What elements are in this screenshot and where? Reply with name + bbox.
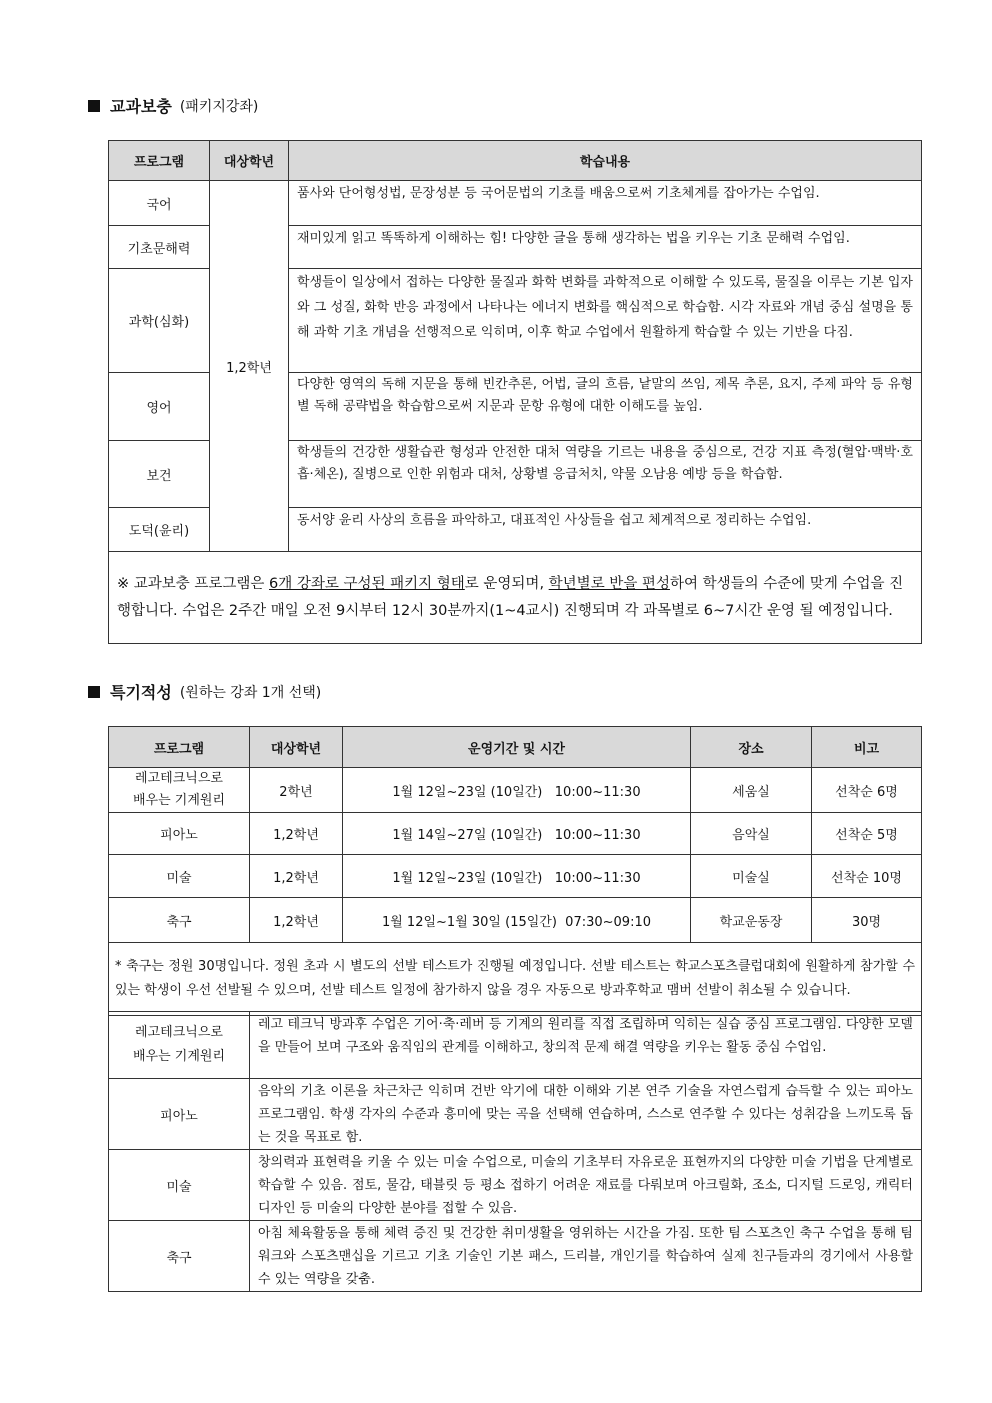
program-content: 학생들이 일상에서 접하는 다양한 물질과 화학 변화를 과학적으로 이해할 수 있도록, 물질을 이루는 기본 입자와 그 성질, 화학 반응 과정에서 나타나는 에너지 변화를 핵심적으로 학습함. 시각 자료와 개념 중심 설명을 통해 과학 기초 개념을 선행적으로 익히며, 이후 학교 수업에서 원활하게 학습할 수 있는 기반을 다짐. xyxy=(289,269,922,373)
program-name: 도덕(윤리) xyxy=(109,508,210,552)
program-name: 피아노 xyxy=(109,1079,250,1150)
place: 미술실 xyxy=(691,855,812,898)
program-description: 아침 체육활동을 통해 체력 증진 및 건강한 취미생활을 영위하는 시간을 가짐. 또한 팀 스포츠인 축구 수업을 통해 팀워크와 스포츠맨십을 기르고 기초 기술인 기본 패스, 드리블, 개인기를 학습하여 실제 친구들과의 경기에서 사용할 수 있는 역량을 갖춤. xyxy=(250,1221,922,1292)
program-description: 음악의 기초 이론을 차근차근 익히며 건반 악기에 대한 이해와 기본 연주 기술을 자연스럽게 습득할 수 있는 피아노 프로그램임. 학생 각자의 수준과 흥미에 맞는 곡을 선택해 연습하며, 스스로 연주할 수 있다는 성취감을 느끼도록 돕는 것을 목표로 함. xyxy=(250,1079,922,1150)
header-program: 프로그램 xyxy=(109,727,250,768)
program-name: 영어 xyxy=(109,373,210,441)
section2-subtitle: (원하는 강좌 1개 선택) xyxy=(179,684,322,701)
place: 음악실 xyxy=(691,813,812,855)
aptitude-table xyxy=(108,726,922,1016)
target-grade: 1,2학년 xyxy=(250,813,343,855)
aptitude-description-table xyxy=(108,1011,922,1292)
section2-title: 특기적성 xyxy=(110,683,172,702)
target-grade: 1,2학년 xyxy=(210,181,289,552)
square-bullet-icon xyxy=(88,100,100,112)
target-grade: 1,2학년 xyxy=(250,855,343,898)
program-content: 재미있게 읽고 똑똑하게 이해하는 힘! 다양한 글을 통해 생각하는 법을 키우는 기초 문해력 수업임. xyxy=(289,226,922,269)
section1-subtitle: (패키지강좌) xyxy=(179,98,259,115)
period: 1월 14일~27일 (10일간) 10:00~11:30 xyxy=(343,813,691,855)
program-name: 미술 xyxy=(109,855,250,898)
program-name: 과학(심화) xyxy=(109,269,210,373)
header-program: 프로그램 xyxy=(109,141,210,181)
header-grade: 대상학년 xyxy=(250,727,343,768)
program-name: 축구 xyxy=(109,898,250,943)
target-grade: 2학년 xyxy=(250,768,343,813)
header-content: 학습내용 xyxy=(289,141,922,181)
program-description: 레고 테크닉 방과후 수업은 기어·축·레버 등 기계의 원리를 직접 조립하며 익히는 실습 중심 프로그램임. 다양한 모델을 만들어 보며 구조와 움직임의 관계를 이해하고, 창의적 문제 해결 역량을 키우는 활동 중심 수업임. xyxy=(250,1012,922,1079)
header-period: 운영기간 및 시간 xyxy=(343,727,691,768)
remark: 선착순 6명 xyxy=(812,768,922,813)
period: 1월 12일~23일 (10일간) 10:00~11:30 xyxy=(343,768,691,813)
program-name: 축구 xyxy=(109,1221,250,1292)
program-name: 기초문해력 xyxy=(109,226,210,269)
remark: 선착순 10명 xyxy=(812,855,922,898)
remark: 30명 xyxy=(812,898,922,943)
program-name: 국어 xyxy=(109,181,210,226)
section1-note: ※ 교과보충 프로그램은 6개 강좌로 구성된 패키지 형태로 운영되며, 학년별로 반을 편성하여 학생들의 수준에 맞게 수업을 진행합니다. 수업은 2주간 매일 오전 9시부터 12시 30분까지(1~4교시) 진행되며 각 과목별로 6~7시간 운영 될 예정입니다. xyxy=(109,552,922,644)
program-content: 동서양 윤리 사상의 흐름을 파악하고, 대표적인 사상들을 쉽고 체계적으로 정리하는 수업임. xyxy=(289,508,922,552)
header-place: 장소 xyxy=(691,727,812,768)
program-name: 미술 xyxy=(109,1150,250,1221)
square-bullet-icon xyxy=(88,686,100,698)
period: 1월 12일~1월 30일 (15일간) 07:30~09:10 xyxy=(343,898,691,943)
remark: 선착순 5명 xyxy=(812,813,922,855)
section2-heading xyxy=(88,680,321,703)
program-name: 보건 xyxy=(109,441,210,508)
program-name: 레고테크닉으로 배우는 기계원리 xyxy=(109,768,250,813)
program-content: 품사와 단어형성법, 문장성분 등 국어문법의 기초를 배움으로써 기초체계를 잡아가는 수업임. xyxy=(289,181,922,226)
program-name: 피아노 xyxy=(109,813,250,855)
place: 학교운동장 xyxy=(691,898,812,943)
program-content: 학생들의 건강한 생활습관 형성과 안전한 대처 역량을 기르는 내용을 중심으로, 건강 지표 측정(혈압·맥박·호흡·체온), 질병으로 인한 위험과 대처, 상황별 응급처치, 약물 오남용 예방 등을 학습함. xyxy=(289,441,922,508)
header-note: 비고 xyxy=(812,727,922,768)
period: 1월 12일~23일 (10일간) 10:00~11:30 xyxy=(343,855,691,898)
subject-table xyxy=(108,140,922,644)
program-content: 다양한 영역의 독해 지문을 통해 빈칸추론, 어법, 글의 흐름, 낱말의 쓰임, 제목 추론, 요지, 주제 파악 등 유형별 독해 공략법을 학습함으로써 지문과 문항 유형에 대한 이해도를 높임. xyxy=(289,373,922,441)
program-name: 레고테크닉으로 배우는 기계원리 xyxy=(109,1012,250,1079)
section2-note: * 축구는 정원 30명입니다. 정원 초과 시 별도의 선발 테스트가 진행될 예정입니다. 선발 테스트는 학교스포츠클럽대회에 원활하게 참가할 수 있는 학생이 우선 선발될 수 있으며, 선발 테스트 일정에 참가하지 않을 경우 자동으로 방과후학교 맴버 선발이 취소될 수 있습니다. xyxy=(109,943,922,1016)
section1-title: 교과보충 xyxy=(110,97,172,116)
place: 세움실 xyxy=(691,768,812,813)
header-grade: 대상학년 xyxy=(210,141,289,181)
target-grade: 1,2학년 xyxy=(250,898,343,943)
program-description: 창의력과 표현력을 키울 수 있는 미술 수업으로, 미술의 기초부터 자유로운 표현까지의 다양한 미술 기법을 단계별로 학습할 수 있음. 점토, 물감, 태블릿 등 평소 접하기 어려운 재료를 다뤄보며 아크릴화, 조소, 디지털 드로잉, 캐릭터 디자인 등 미술의 다양한 분야를 접할 수 있음. xyxy=(250,1150,922,1221)
section1-heading xyxy=(88,94,258,117)
